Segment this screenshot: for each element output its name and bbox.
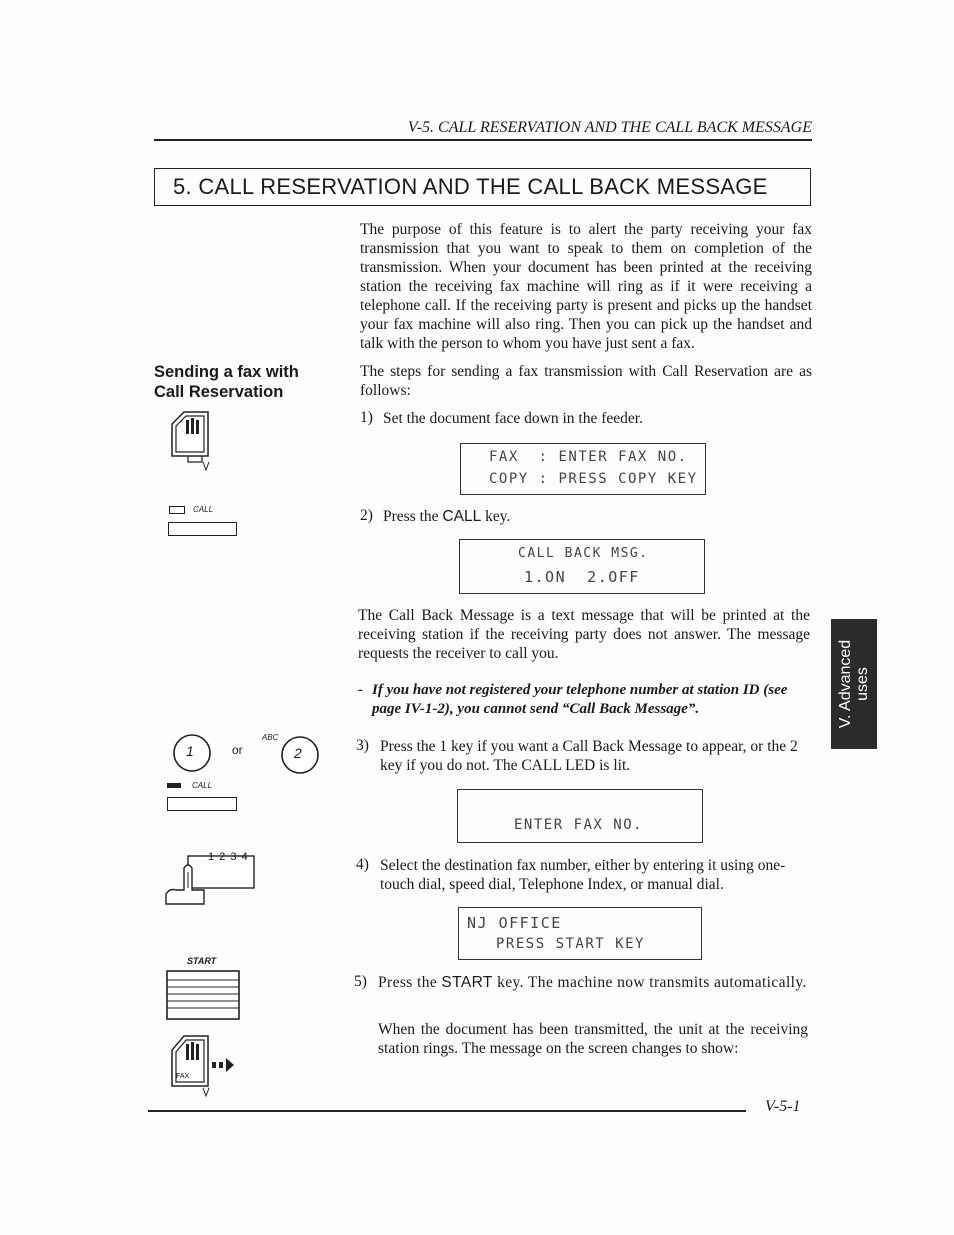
fax-label: FAX: [176, 1073, 190, 1080]
key-1-label: 1: [186, 743, 194, 759]
side-tab-text: [837, 640, 871, 728]
steps-intro: The steps for sending a fax transmission with Call Reservation are as follows:: [360, 363, 812, 399]
lcd2-line1: CALL BACK MSG.: [518, 546, 649, 561]
lcd-display-4: [458, 907, 702, 960]
side-heading-line1: Sending a fax with: [154, 363, 299, 381]
warning-dash: -: [358, 682, 363, 698]
step2-text-before: Press the: [383, 508, 443, 525]
step4-number: 4): [356, 856, 369, 873]
lcd-display-3: [457, 789, 703, 843]
call-key-icon-2: [167, 797, 237, 811]
section-title: 5. CALL RESERVATION AND THE CALL BACK MESSAGE: [173, 174, 768, 199]
step5-text: [378, 973, 808, 992]
step5-text-before: Press the: [378, 974, 442, 991]
lcd1-line2: COPY : PRESS COPY KEY: [489, 471, 698, 487]
lcd3-line1: ENTER FAX NO.: [514, 817, 644, 833]
call-key-label-2: CALL: [192, 781, 213, 790]
lcd4-line1: NJ OFFICE: [467, 914, 562, 932]
section-title-box: [154, 168, 811, 206]
side-heading: [154, 362, 299, 402]
chapter-side-tab: [831, 619, 877, 749]
page-number: V-5-1: [765, 1098, 801, 1115]
callback-note: The Call Back Message is a text message that will be printed at the receiving station if the receiving party does not answer. The message requests the receiver to call you.: [358, 607, 810, 662]
document-feeder-icon: [168, 408, 218, 472]
call-key-icon: [168, 522, 237, 536]
lcd1-line1: FAX : ENTER FAX NO.: [489, 449, 688, 465]
lcd2-line2: 1.ON 2.OFF: [524, 568, 640, 586]
step1-number: 1): [360, 409, 373, 426]
key-2-label: 2: [294, 745, 302, 761]
side-tab-line1: V. Advanced: [837, 639, 854, 729]
step3-text: Press the 1 key if you want a Call Back Message to appear, or the 2 key if you do not. The CALL LED is lit.: [380, 738, 798, 774]
step2-text-after: key.: [481, 508, 511, 525]
running-header: V-5. CALL RESERVATION AND THE CALL BACK MESSAGE: [407, 119, 812, 136]
step5-text-after: key. The machine now transmits automatically.: [492, 974, 807, 991]
call-led-icon: [169, 506, 185, 514]
side-tab-line2: uses: [854, 667, 871, 701]
step1-text: Set the document face down in the feeder.: [383, 410, 643, 427]
lcd-display-2: [459, 539, 705, 594]
or-label: or: [232, 743, 243, 757]
footer-rule: [148, 1110, 746, 1112]
header-rule: [154, 139, 812, 141]
after-transmit-paragraph: When the document has been transmitted, the unit at the receiving station rings. The message on the screen changes to show:: [378, 1021, 808, 1057]
step4-text: Select the destination fax number, either by entering it using one-touch dial, speed dial, Telephone Index, or manual dial.: [380, 857, 786, 893]
start-key-label: START: [187, 956, 217, 966]
call-key-label-1: CALL: [193, 505, 214, 514]
step2-key: CALL: [442, 508, 482, 525]
warning-text: If you have not registered your telephone number at station ID (see page IV-1-2), you cannot send “Call Back Message”.: [372, 682, 788, 717]
intro-paragraph: The purpose of this feature is to alert the party receiving your fax transmission that you want to speak to them on completion of the transmission. When your document has been printed at the receiving station the receiving fax machine will ring as if it were receiving a telephone call. If the receiving party is present and picks up the handset your fax machine will also ring. Then you can pick up the handset and talk with the person to whom you have just sent a fax.: [360, 221, 812, 352]
lcd4-line2: PRESS START KEY: [496, 936, 645, 952]
step2-number: 2): [360, 507, 373, 524]
step3-number: 3): [356, 737, 369, 754]
side-heading-line2: Call Reservation: [154, 383, 284, 401]
start-key-icon: [166, 970, 242, 1022]
lcd-display-1: [460, 443, 706, 495]
fax-transmit-icon: [168, 1032, 248, 1100]
call-led-lit-icon: [167, 783, 181, 788]
step5-key: START: [441, 974, 493, 991]
abc-label: ABC: [262, 733, 279, 742]
step5-number: 5): [354, 973, 367, 990]
dial-digits-label: 1 2 3 4: [208, 851, 249, 863]
step2-text: [383, 507, 813, 526]
